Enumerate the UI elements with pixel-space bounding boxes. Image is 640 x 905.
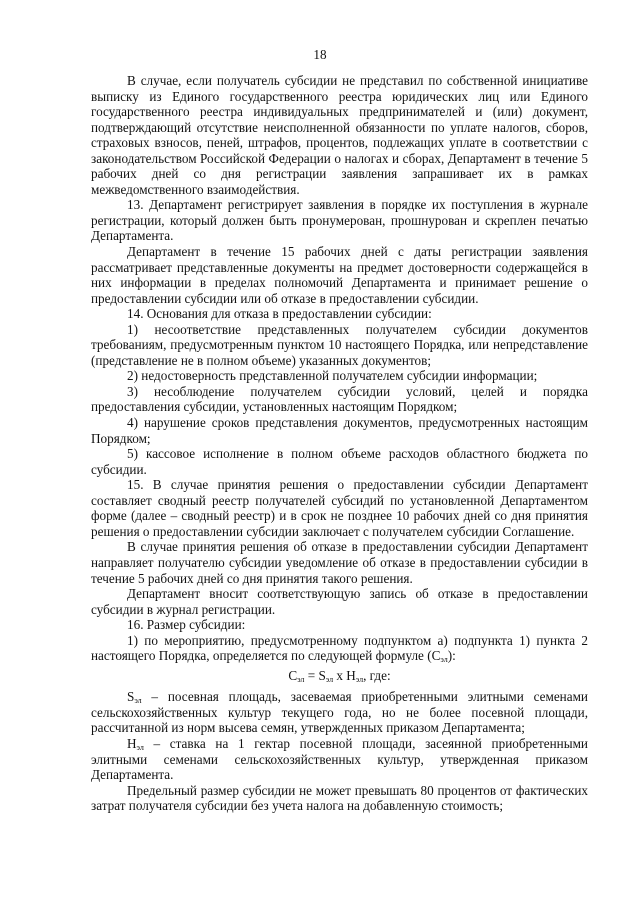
- page-number: 18: [313, 47, 327, 62]
- subsidy-formula: $С_{эл} = S_{эл}$ x $Н_{эл}$, где:: [288, 667, 391, 684]
- paragraph-max-subsidy: Предельный размер субсидии не может превышать 80 процентов от фактических затрат получателя субсидии без учета налога на добавленную стоимость;: [91, 782, 588, 814]
- paragraph-14-item-5: 5) кассовое исполнение в полном объеме расходов областного бюджета по субсидии.: [91, 446, 588, 477]
- paragraph-review-period: Департамент в течение 15 рабочих дней с даты регистрации заявления рассматривает представленные документы на предмет достоверности содержащейся в них информации в пределах полномочий Департамента и принимает решение о предоставлении субсидии или об отказе в предоставлении субсидии.: [91, 244, 588, 306]
- paragraph-16-item-1-end: ):: [447, 648, 456, 664]
- paragraph-16-heading: 16. Размер субсидии:: [127, 617, 246, 633]
- paragraph-15-register: 15. В случае принятия решения о предоставлении субсидии Департамент составляет сводный реестр получателей субсидий по установленной Департаментом форме (далее – сводный реестр) и в срок не позднее 10 рабочих дней со дня принятия решения о предоставлении субсидии заключает с получателем субсидии Соглашение.: [91, 477, 588, 539]
- paragraph-refusal-notice: В случае принятия решения об отказе в предоставлении субсидии Департамент направляет получателю субсидии уведомление об отказе в предоставлении субсидии в течение 5 рабочих дней со дня принятия такого решения.: [91, 539, 588, 586]
- definition-s: $S_{эл}$ – посевная площадь, засеваемая приобретенными элитными семенами сельскохозяйственных культур текущего года, но не более посевной площади, рассчитанной из норм высева семян, утвержденных приказом Департамента;: [91, 689, 588, 736]
- paragraph-14-heading: 14. Основания для отказа в предоставлении субсидии:: [127, 306, 432, 322]
- paragraph-14-item-1: 1) несоответствие представленных получателем субсидии документов требованиям, предусмотренным пунктом 10 настоящего Порядка, или непредставление (представление не в полном объеме) указанных документов;: [91, 321, 588, 368]
- paragraph-missing-extract: В случае, если получатель субсидии не представил по собственной инициативе выписку из Единого государственного реестра юридических лиц или Единого государственного реестра индивидуальных предпринимателей и (или) документ, подтверждающий отсутствие неисполненной обязанности по уплате налогов, сборов, страховых взносов, пеней, штрафов, процентов, подлежащих уплате в соответствии с законодательством Российской Федерации о налогах и сборах, Департамент в течение 5 рабочих дней со дня регистрации заявления запрашивает их в рамках межведомственного взаимодействия.: [91, 73, 588, 197]
- subscript: эл: [440, 655, 448, 665]
- paragraph-16-item-1-text: 1) по мероприятию, предусмотренному подпунктом а) подпункта 1) пункта 2 настоящего Порядка, определяется по следующей формуле (С: [91, 632, 588, 664]
- paragraph-14-item-3: 3) несоблюдение получателем субсидии условий, целей и порядка предоставления субсидии, установленных настоящим Порядком;: [91, 383, 588, 415]
- paragraph-14-item-4: 4) нарушение сроков представления документов, предусмотренных настоящим Порядком;: [91, 415, 588, 446]
- paragraph-14-item-2: 2) недостоверность представленной получателем субсидии информации;: [127, 368, 538, 384]
- paragraph-16-item-1: [91, 633, 588, 664]
- document-body: [91, 73, 588, 814]
- definition-h: $Н_{эл}$ – ставка на 1 гектар посевной площади, засеянной приобретенными элитными семенами сельскохозяйственных культур, утвержденная приказом Департамента.: [91, 735, 588, 783]
- paragraph-13-registration: 13. Департамент регистрирует заявления в порядке их поступления в журнале регистрации, который должен быть пронумерован, прошнурован и скреплен печатью Департамента.: [91, 197, 588, 244]
- paragraph-journal-entry: Департамент вносит соответствующую запись об отказе в предоставлении субсидии в журнал регистрации.: [91, 586, 588, 617]
